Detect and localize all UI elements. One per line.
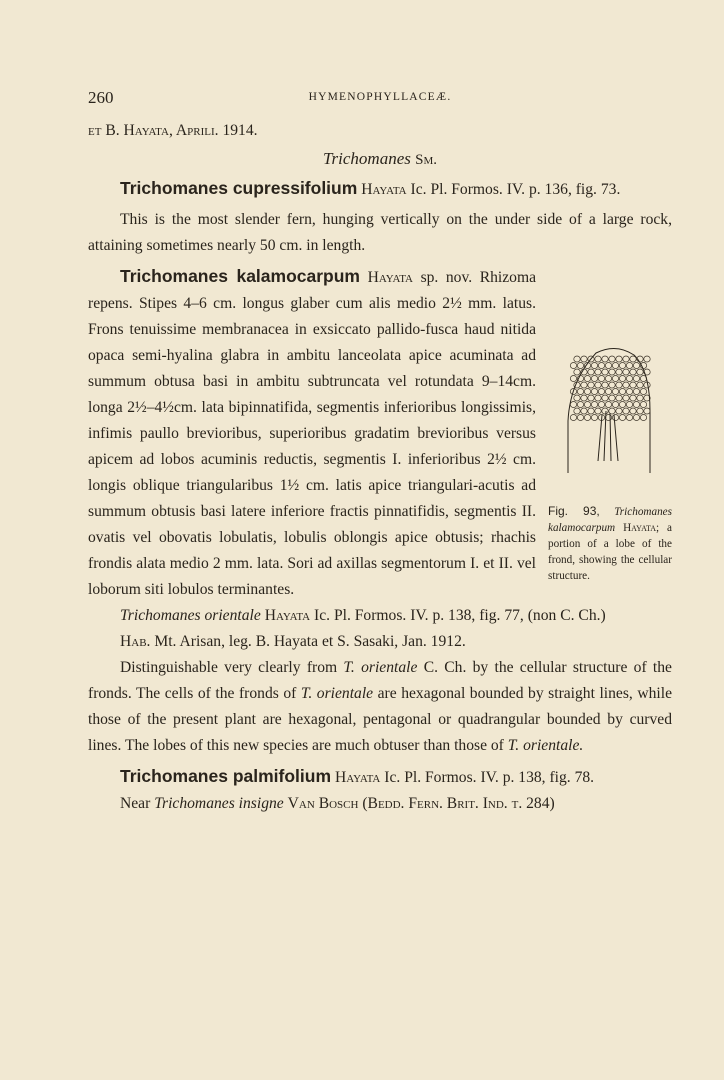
cell [574, 356, 580, 362]
species-author: Hayata [367, 269, 413, 286]
cell [640, 402, 646, 408]
cell [609, 382, 615, 388]
page-body [88, 118, 672, 817]
cell [574, 369, 580, 375]
cell [574, 408, 580, 414]
near-line: Near Trichomanes insigne Van Bosch (Bedd. Fern. Brit. Ind. t. 284) [120, 795, 555, 812]
cell [619, 376, 625, 382]
cell [637, 408, 643, 414]
cell [595, 382, 601, 388]
cell [630, 369, 636, 375]
cell [644, 408, 650, 414]
cell [591, 363, 597, 369]
cell [602, 408, 608, 414]
species-name: Trichomanes palmifolium [120, 766, 332, 786]
cell [595, 408, 601, 414]
cell [616, 356, 622, 362]
synonym-name: Trichomanes orientale [120, 607, 261, 624]
genus-author: Sm. [415, 152, 437, 168]
cell [623, 356, 629, 362]
cell [637, 382, 643, 388]
cell [623, 369, 629, 375]
figure-label: Fig. 93, [548, 504, 600, 518]
cell [644, 356, 650, 362]
cell [595, 369, 601, 375]
cell [616, 408, 622, 414]
species-reference: Ic. Pl. Formos. IV. p. 138, fig. 78. [384, 769, 595, 786]
cell [616, 369, 622, 375]
cell [577, 363, 583, 369]
synonym-reference-cont: C. Ch.) [560, 607, 606, 624]
species-entry-cupressifolium [88, 175, 672, 203]
cell [630, 395, 636, 401]
cell [602, 395, 608, 401]
synonym-entry [88, 603, 672, 629]
cell [633, 376, 639, 382]
cell [640, 415, 646, 421]
cell [581, 382, 587, 388]
cell [609, 369, 615, 375]
cell [619, 363, 625, 369]
cell [605, 402, 611, 408]
cell [609, 395, 615, 401]
cell [588, 382, 594, 388]
species-entry-palmifolium [88, 763, 672, 791]
page-number: 260 [88, 88, 114, 107]
cell [640, 376, 646, 382]
cell [602, 369, 608, 375]
cell [602, 382, 608, 388]
cell [602, 356, 608, 362]
habitat-label: Hab. [120, 633, 151, 650]
cell [598, 402, 604, 408]
cell [577, 402, 583, 408]
cell [584, 402, 590, 408]
cell [626, 402, 632, 408]
cell [630, 408, 636, 414]
cell [633, 363, 639, 369]
cell [591, 376, 597, 382]
genus-heading [88, 146, 672, 173]
cell [633, 389, 639, 395]
species-name: Trichomanes cupressifolium [120, 178, 358, 198]
cell [626, 363, 632, 369]
cell [626, 415, 632, 421]
cell [616, 382, 622, 388]
page-header [88, 88, 672, 110]
figure-93 [548, 341, 672, 584]
cell [605, 389, 611, 395]
cell [588, 408, 594, 414]
cell [623, 408, 629, 414]
cell [581, 408, 587, 414]
figure-author: Hayata [623, 522, 656, 534]
cell [598, 376, 604, 382]
cell [612, 376, 618, 382]
cell [574, 395, 580, 401]
cell [616, 395, 622, 401]
cell [612, 363, 618, 369]
cell [609, 356, 615, 362]
cell [577, 415, 583, 421]
cell [570, 363, 576, 369]
cell [630, 382, 636, 388]
cell [619, 389, 625, 395]
cell [626, 376, 632, 382]
cell [595, 395, 601, 401]
genus-name: Trichomanes [323, 149, 411, 168]
cell [637, 369, 643, 375]
cell [612, 402, 618, 408]
cell [570, 376, 576, 382]
habitat-line [88, 629, 672, 655]
species-name: Trichomanes kalamocarpum [120, 266, 360, 286]
figure-caption [548, 503, 672, 584]
distinction-paragraph: Distinguishable very clearly from T. orientale C. Ch. by the cellular structure of the fronds. The cells of the fronds of T. orientale are hexagonal bounded by straight lines, while those of the present plant are hexagonal, pentagonal or quadrangular bounded by curved lines. The lobes of this new species are much obtuser than those of T. orientale. [88, 659, 672, 754]
continued-line: et B. Hayata, Aprili. 1914. [88, 122, 258, 139]
cell [584, 415, 590, 421]
cell [626, 389, 632, 395]
cell [619, 415, 625, 421]
species-author: Hayata [361, 181, 407, 198]
cell [577, 389, 583, 395]
cell [581, 395, 587, 401]
cell [591, 389, 597, 395]
cell [595, 356, 601, 362]
cell [588, 395, 594, 401]
cell [570, 415, 576, 421]
synonym-author: Hayata [264, 607, 311, 624]
cell [605, 376, 611, 382]
running-head: HYMENOPHYLLACEÆ. [308, 91, 452, 103]
figure-species: Trichomanes kalamocarpum [548, 506, 672, 534]
cell [612, 389, 618, 395]
cell [581, 356, 587, 362]
species-entry-kalamocarpum [88, 263, 672, 603]
figure-caption-text: ; a portion of a lobe of the frond, showing the cellular structure. [548, 522, 673, 582]
cell [598, 363, 604, 369]
cell [598, 389, 604, 395]
cell [640, 389, 646, 395]
cell [612, 415, 618, 421]
species-description: This is the most slender fern, hunging vertically on the under side of a large rock, attaining sometimes nearly 50 cm. in length. [88, 211, 672, 254]
species-author: Hayata [334, 769, 381, 786]
cell [633, 402, 639, 408]
synonym-reference: Ic. Pl. Formos. IV. p. 138, fig. 77, (non [314, 607, 557, 624]
cell [630, 356, 636, 362]
cell [623, 395, 629, 401]
cell [623, 382, 629, 388]
cell [619, 402, 625, 408]
cell [633, 415, 639, 421]
cell [591, 402, 597, 408]
cell [588, 369, 594, 375]
habitat-text: Mt. Arisan, leg. B. Hayata et S. Sasaki, Jan. 1912. [154, 633, 466, 650]
cell [584, 376, 590, 382]
species-reference: Ic. Pl. Formos. IV. p. 136, fig. 73. [410, 181, 621, 198]
cell [605, 363, 611, 369]
cell [570, 402, 576, 408]
cell [591, 415, 597, 421]
description-text-start: sp. nov. Rhizoma repens. Stipes 4–6 cm. longus glaber cum alis medio 2½ mm. latus. Frons tenuissime membranacea in exsiccato pallido-fusca haud nitida opaca semi-hyalina glabra in ambitu lanceolata apice acuminata ad summum obtusa basi in ambitu subtruncata vel rotundata 9–14cm. longa 2½–4½cm. lata bipinnatifida, segmentis inferioribus longissimis, infimis paullo brevioribus, superioribus gradatim brevioribus versus apicem ad lobos acuminis reductis, segmentis I. inferioribus 2½ cm. longis oblique triangularibus 1½ cm. latis apice triangulari-acutis ad summum obtusis basi latere inferiore fractis pinnatifidis, segmentis II. ovatis vel obovatis lobulatis, lobulis oblongis apice obtusis; rhachis frondis alata medio 2 mm. lata. Sori ad axillas segmentorum I. et II. vel loborum siti lobulos terminantes. [88, 269, 536, 598]
cell [584, 389, 590, 395]
frond-cell-illustration [556, 341, 656, 481]
cell [637, 395, 643, 401]
